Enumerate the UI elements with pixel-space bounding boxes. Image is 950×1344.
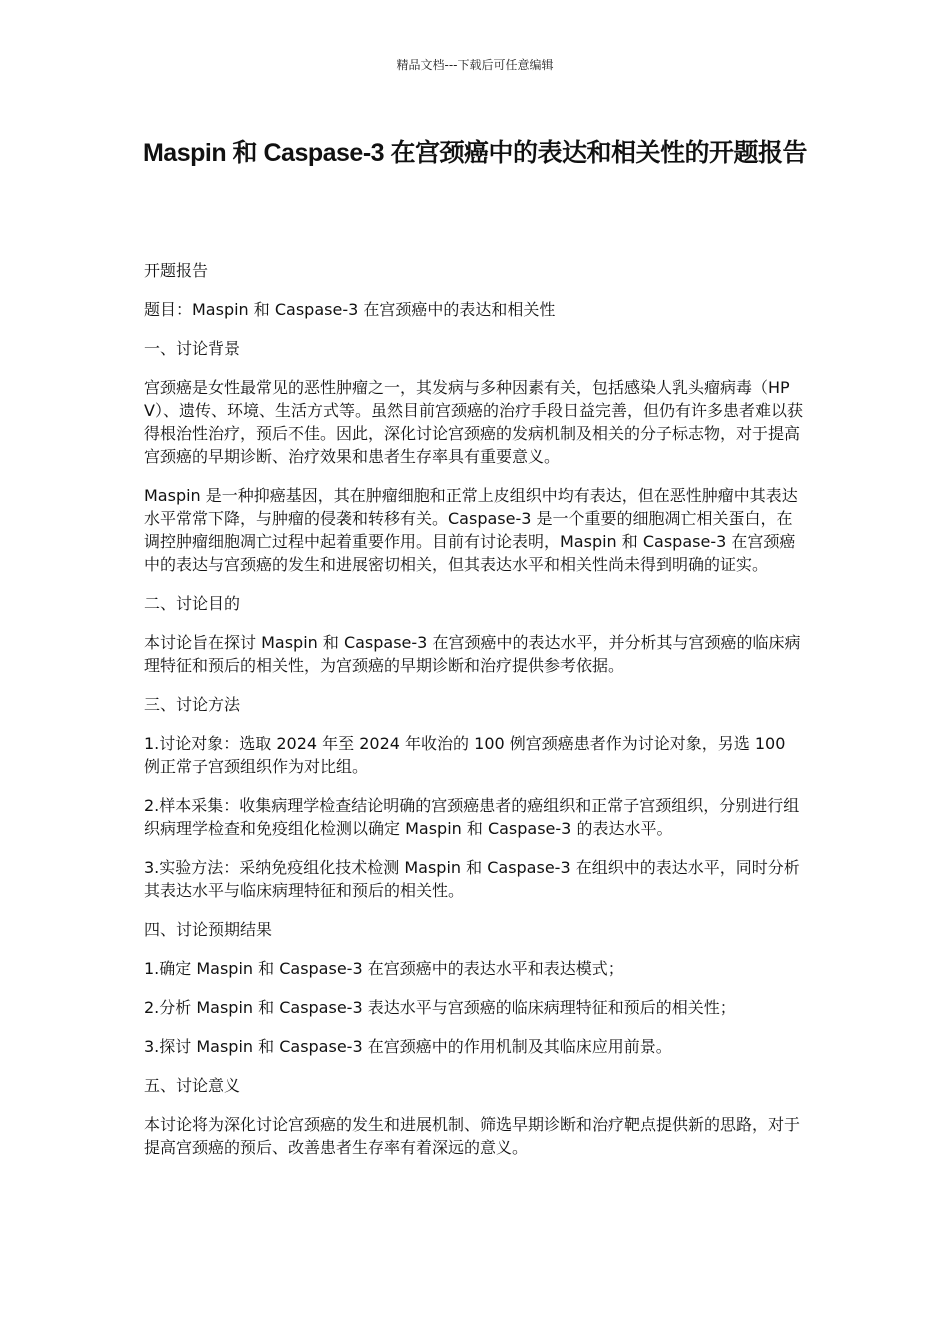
paragraph-background-2: Maspin 是一种抑癌基因，其在肿瘤细胞和正常上皮组织中均有表达，但在恶性肿瘤中其表达水平常常下降，与肿瘤的侵袭和转移有关。Caspase-3 是一个重要的细胞凋亡相关蛋白，在调控肿瘤细胞凋亡过程中起着重要作用。目前有讨论表明，Maspin 和 Caspase-3 在宫颈癌中的表达与宫颈癌的发生和进展密切相关，但其表达水平和相关性尚未得到明确的证实。: [144, 486, 798, 574]
section-heading-purpose: 二、讨论目的: [144, 594, 241, 613]
section-heading-background: 一、讨论背景: [144, 339, 241, 358]
paragraph-method-1: 1.讨论对象：选取 2024 年至 2024 年收治的 100 例宫颈癌患者作为讨论对象，另选 100 例正常子宫颈组织作为对比组。: [144, 734, 786, 776]
paragraph-result-3: 3.探讨 Maspin 和 Caspase-3 在宫颈癌中的作用机制及其临床应用前景。: [144, 1037, 672, 1056]
paragraph-report-label: 开题报告: [144, 261, 209, 280]
paragraph-method-2: 2.样本采集：收集病理学检查结论明确的宫颈癌患者的癌组织和正常子宫颈组织，分别进行组织病理学检查和免疫组化检测以确定 Maspin 和 Caspase-3 的表达水平。: [144, 796, 800, 838]
section-heading-expected-results: 四、讨论预期结果: [144, 920, 273, 939]
paragraph-method-3: 3.实验方法：采纳免疫组化技术检测 Maspin 和 Caspase-3 在组织中的表达水平，同时分析其表达水平与临床病理特征和预后的相关性。: [144, 858, 800, 900]
section-heading-significance: 五、讨论意义: [144, 1076, 241, 1095]
paragraph-result-1: 1.确定 Maspin 和 Caspase-3 在宫颈癌中的表达水平和表达模式；: [144, 959, 624, 978]
paragraph-topic: 题目：Maspin 和 Caspase-3 在宫颈癌中的表达和相关性: [144, 300, 556, 319]
section-heading-methods: 三、讨论方法: [144, 695, 241, 714]
paragraph-significance: 本讨论将为深化讨论宫颈癌的发生和进展机制、筛选早期诊断和治疗靶点提供新的思路，对于提高宫颈癌的预后、改善患者生存率有着深远的意义。: [144, 1115, 801, 1157]
paragraph-purpose: 本讨论旨在探讨 Maspin 和 Caspase-3 在宫颈癌中的表达水平，并分析其与宫颈癌的临床病理特征和预后的相关性，为宫颈癌的早期诊断和治疗提供参考依据。: [144, 633, 801, 675]
paragraph-background-1: 宫颈癌是女性最常见的恶性肿瘤之一，其发病与多种因素有关，包括感染人乳头瘤病毒（HPV）、遗传、环境、生活方式等。虽然目前宫颈癌的治疗手段日益完善，但仍有许多患者难以获得根治性治疗，预后不佳。因此，深化讨论宫颈癌的发病机制及相关的分子标志物，对于提高宫颈癌的早期诊断、治疗效果和患者生存率具有重要意义。: [144, 378, 803, 466]
document-body: [144, 259, 806, 1175]
page-header: 精品文档---下载后可任意编辑: [396, 58, 554, 72]
document-title: Maspin 和 Caspase-3 在宫颈癌中的表达和相关性的开题报告: [142, 139, 808, 167]
paragraph-result-2: 2.分析 Maspin 和 Caspase-3 表达水平与宫颈癌的临床病理特征和预后的相关性；: [144, 998, 736, 1017]
